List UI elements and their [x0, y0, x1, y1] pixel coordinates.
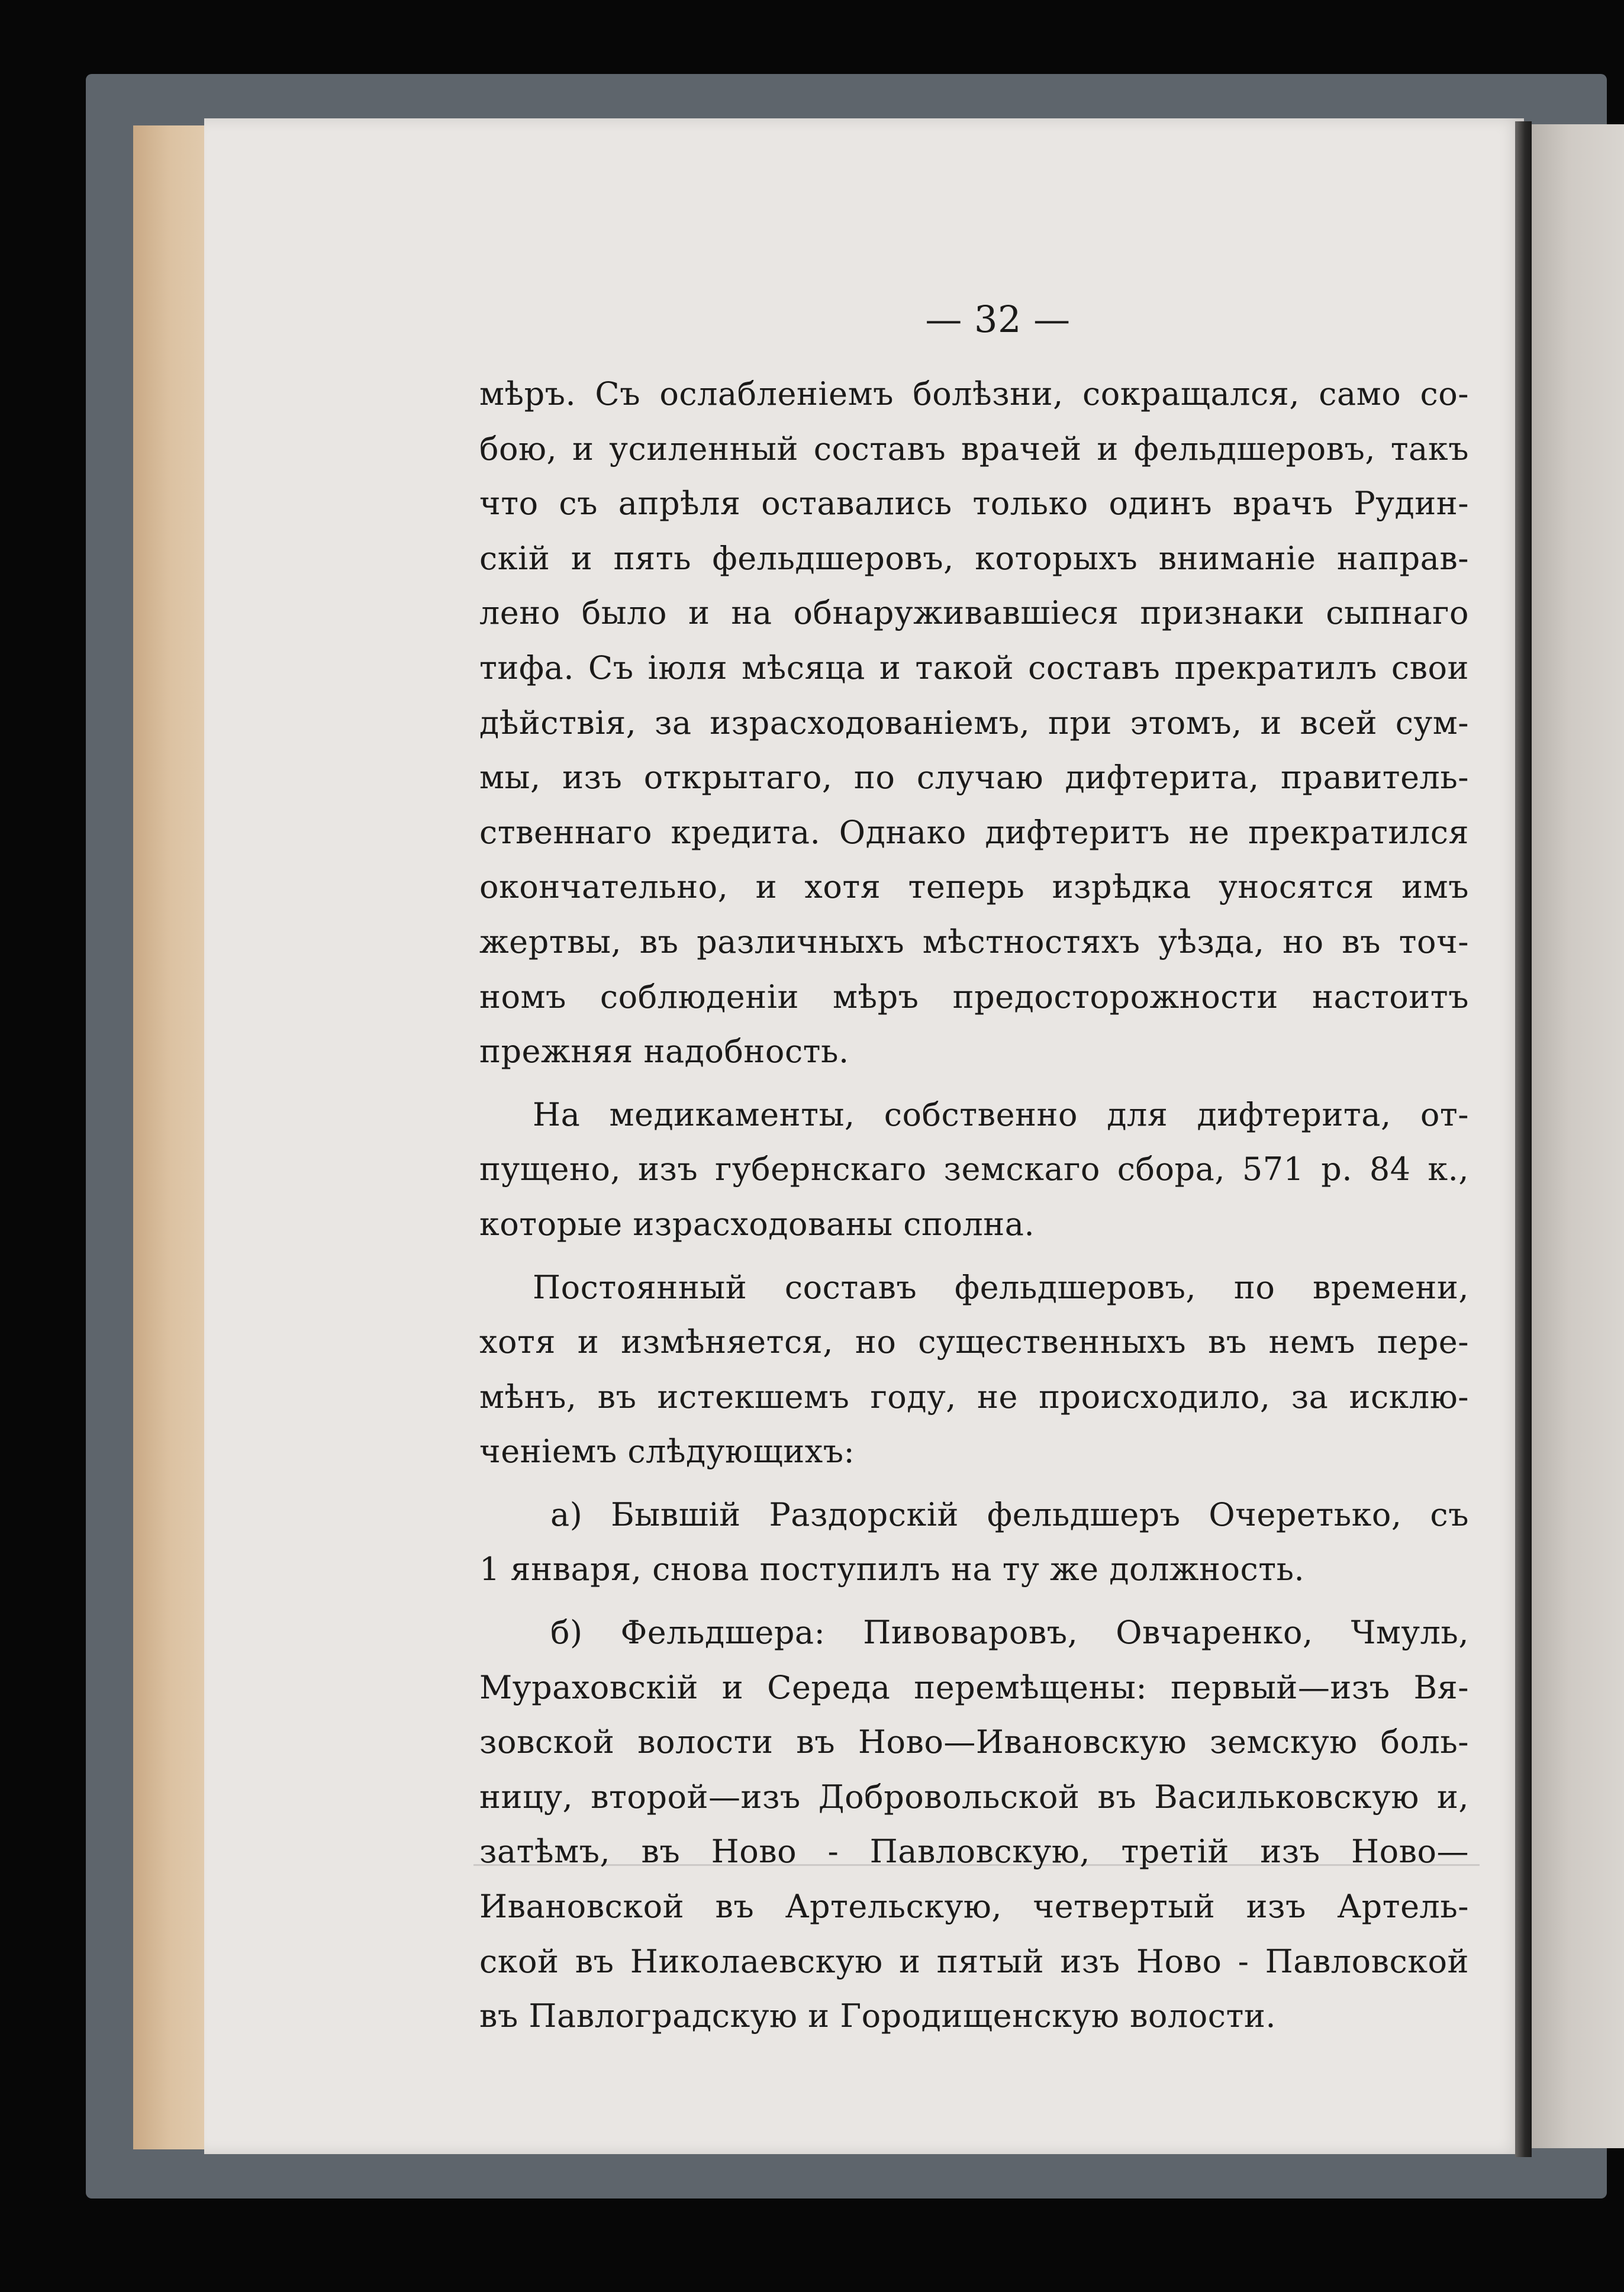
text-line: въ Павлоградскую и Городищенскую волости. — [479, 1997, 1277, 2035]
text-line: б) Фельдшера: Пивоваровъ, Овчаренко, Чмуль, — [550, 1614, 1469, 1652]
text-line: дѣйствія, за израсходованіемъ, при этомъ, и всей сум- — [479, 704, 1469, 742]
text-line: Постоянный составъ фельдшеровъ, по времени, — [533, 1268, 1469, 1306]
text-line: ственнаго кредита. Однако дифтеритъ не прекратился — [479, 813, 1469, 851]
next-page-edge — [1532, 124, 1624, 2148]
text-line: скій и пять фельдшеровъ, которыхъ вниманіе направ- — [479, 539, 1469, 577]
text-line: На медикаменты, собственно для дифтерита, от- — [533, 1095, 1469, 1133]
text-line: затѣмъ, въ Ново - Павловскую, третій изъ Ново— — [479, 1833, 1469, 1871]
text-line: ской въ Николаевскую и пятый изъ Ново - Павловской — [479, 1942, 1469, 1980]
page-text — [479, 296, 1469, 2044]
text-line: ченіемъ слѣдующихъ: — [479, 1433, 855, 1471]
text-line: мѣнъ, въ истекшемъ году, не происходило, за исклю- — [479, 1378, 1469, 1416]
text-line: жертвы, въ различныхъ мѣстностяхъ уѣзда, но въ точ- — [479, 923, 1469, 960]
text-line: мѣръ. Съ ослабленіемъ болѣзни, сокращался, само со- — [479, 375, 1469, 412]
text-line: лено было и на обнаруживавшіеся признаки сыпнаго — [479, 594, 1469, 632]
text-line: хотя и измѣняется, но существенныхъ въ немъ пере- — [479, 1323, 1469, 1361]
text-line: зовской волости въ Ново—Ивановскую земскую боль- — [479, 1723, 1469, 1761]
text-line: 1 января, снова поступилъ на ту же должность. — [479, 1550, 1305, 1588]
book-gutter — [1515, 121, 1532, 2157]
text-line: тифа. Съ іюля мѣсяца и такой составъ прекратилъ свои — [479, 649, 1469, 686]
text-line: что съ апрѣля оставались только одинъ врачъ Рудин- — [479, 485, 1469, 523]
text-line: Ивановской въ Артельскую, четвертый изъ Артель- — [479, 1888, 1469, 1926]
text-line: мы, изъ открытаго, по случаю дифтерита, правитель- — [479, 759, 1469, 797]
text-line: а) Бывшій Раздорскій фельдшеръ Очеретько, съ — [550, 1495, 1469, 1533]
page-number: — 32 — — [925, 298, 1071, 341]
text-line: которые израсходованы сполна. — [479, 1205, 1035, 1243]
text-line: ницу, второй—изъ Добровольской въ Васильковскую и, — [479, 1778, 1469, 1816]
text-line: Мураховскій и Середа перемѣщены: первый—изъ Вя- — [479, 1668, 1469, 1706]
text-line: пущено, изъ губернскаго земскаго сбора, 571 р. 84 к., — [479, 1150, 1469, 1188]
text-line: прежняя надобность. — [479, 1033, 849, 1071]
text-line: окончательно, и хотя теперь изрѣдка уносятся имъ — [479, 868, 1469, 906]
text-line: номъ соблюденіи мѣръ предосторожности настоитъ — [479, 978, 1469, 1016]
page-edge — [133, 125, 216, 2149]
text-line: бою, и усиленный составъ врачей и фельдшеровъ, такъ — [479, 430, 1469, 468]
